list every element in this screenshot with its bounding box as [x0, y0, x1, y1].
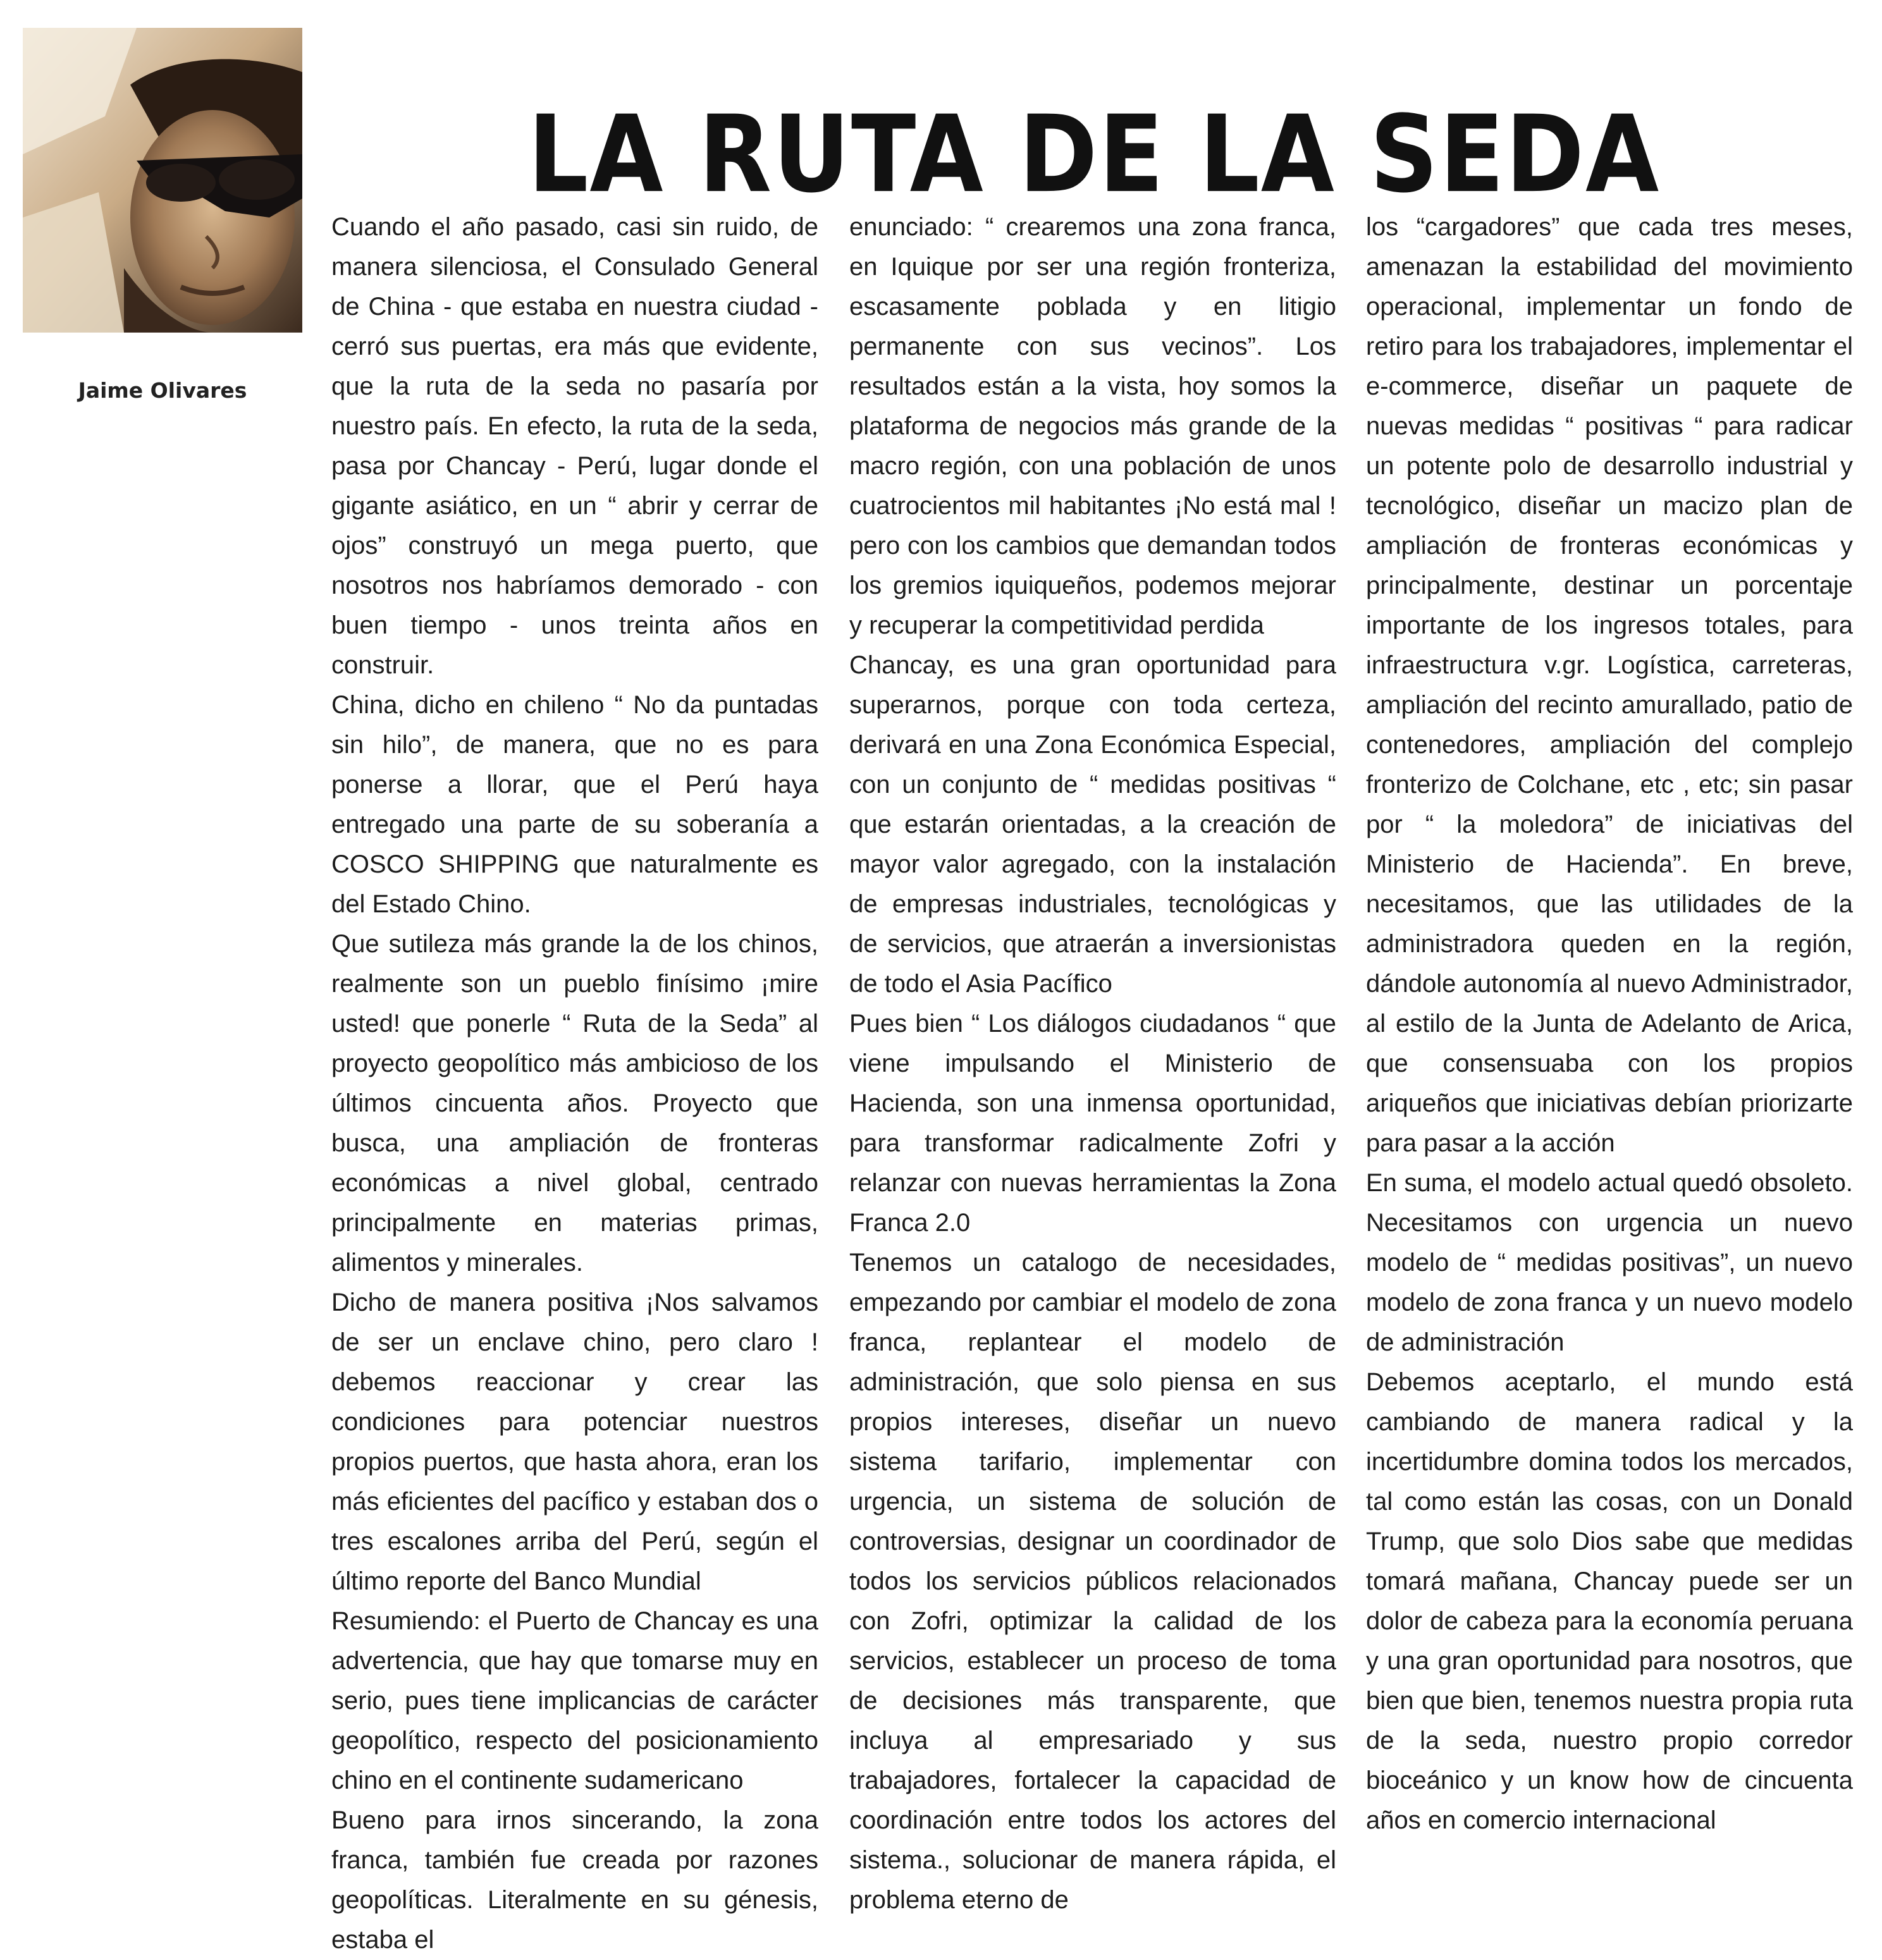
paragraph: Bueno para irnos sincerando, la zona franca, también fue creada por razones geopolíticas. Literalmente en su génesis, estaba el [331, 1806, 818, 1954]
author-byline: Jaime Olivares [78, 378, 247, 403]
article-title: LA RUTA DE LA SEDA [527, 93, 1661, 216]
paragraph: enunciado: “ crearemos una zona franca, en Iquique por ser una región fronteriza, escasamente poblada y en litigio permanente con sus vecinos”. Los resultados están a la vista, hoy somos la plataforma de negocios más grande de la macro región, con una población de unos cuatrocientos mil habitantes ¡No está mal ! pero con los cambios que demandan todos los gremios iquiqueños, podemos mejorar y recuperar la competitividad perdida [849, 213, 1336, 639]
paragraph: Chancay, es una gran oportunidad para superarnos, porque con toda certeza, derivará en una Zona Económica Especial, con un conjunto de “ medidas positivas “ que estarán orientadas, a la creación de mayor valor agregado, con la instalación de empresas industriales, tecnológicas y de servicios, que atraerán a inversionistas de todo el Asia Pacífico [849, 651, 1336, 998]
paragraph: Pues bien “ Los diálogos ciudadanos “ que viene impulsando el Ministerio de Hacienda, son una inmensa oportunidad, para transformar radicalmente Zofri y relanzar con nuevas herramientas la Zona Franca 2.0 [849, 1010, 1336, 1237]
paragraph: los “cargadores” que cada tres meses, amenazan la estabilidad del movimiento operacional, implementar un fondo de retiro para los trabajadores, implementar el e-commerce, diseñar un paquete de nuevas medidas “ positivas “ para radicar un potente polo de desarrollo industrial y tecnológico, diseñar un macizo plan de ampliación de fronteras económicas y principalmente, destinar un porcentaje importante de los ingresos totales, para infraestructura v.gr. Logística, carreteras, ampliación del recinto amurallado, patio de contenedores, ampliación del complejo fronterizo de Colchane, etc , etc; sin pasar por “ la moledora” de iniciativas del Ministerio de Hacienda”. En breve, necesitamos, que las utilidades de la administradora queden en la región, dándole autonomía al nuevo Administrador, al estilo de la Junta de Adelanto de Arica, que consensuaba con los propios ariqueños que iniciativas debían priorizarte para pasar a la acción [1366, 213, 1853, 1157]
paragraph: Debemos aceptarlo, el mundo está cambiando de manera radical y la incertidumbre domina todos los mercados, tal como están las cosas, con un Donald Trump, que solo Dios sabe que medidas tomará mañana, Chancay puede ser un dolor de cabeza para la economía peruana y una gran oportunidad para nosotros, que bien que bien, tenemos nuestra propia ruta de la seda, nuestro propio corredor bioceánico y un know how de cincuenta años en comercio internacional [1366, 1368, 1853, 1834]
article-column-1 [331, 207, 818, 1960]
article-body [0, 207, 1882, 1954]
paragraph: Que sutileza más grande la de los chinos, realmente son un pueblo finísimo ¡mire usted! que ponerle “ Ruta de la Seda” al proyecto geopolítico más ambicioso de los últimos cincuenta años. Proyecto que busca, una ampliación de fronteras económicas a nivel global, centrado principalmente en materias primas, alimentos y minerales. [331, 930, 818, 1277]
article-column-3 [1366, 207, 1853, 1841]
paragraph: Resumiendo: el Puerto de Chancay es una advertencia, que hay que tomarse muy en serio, pues tiene implicancias de carácter geopolítico, respecto del posicionamiento chino en el continente sudamericano [331, 1607, 818, 1794]
paragraph: Cuando el año pasado, casi sin ruido, de manera silenciosa, el Consulado General de China - que estaba en nuestra ciudad - cerró sus puertas, era más que evidente, que la ruta de la seda no pasaría por nuestro país. En efecto, la ruta de la seda, pasa por Chancay - Perú, lugar donde el gigante asiático, en un “ abrir y cerrar de ojos” construyó un mega puerto, que nosotros nos habríamos demorado - con buen tiempo - unos treinta años en construir. [331, 213, 818, 679]
paragraph: Tenemos un catalogo de necesidades, empezando por cambiar el modelo de zona franca, replantear el modelo de administración, que solo piensa en sus propios intereses, diseñar un nuevo sistema tarifario, implementar con urgencia, un sistema de solución de controversias, designar un coordinador de todos los servicios públicos relacionados con Zofri, optimizar la calidad de los servicios, establecer un proceso de toma de decisiones más transparente, que incluya al empresariado y sus trabajadores, fortalecer la capacidad de coordinación entre todos los actores del sistema., solucionar de manera rápida, el problema eterno de [849, 1249, 1336, 1914]
paragraph: Dicho de manera positiva ¡Nos salvamos de ser un enclave chino, pero claro ! debemos reaccionar y crear las condiciones para potenciar nuestros propios puertos, que hasta ahora, eran los más eficientes del pacífico y estaban dos o tres escalones arriba del Perú, según el último reporte del Banco Mundial [331, 1289, 818, 1595]
paragraph: En suma, el modelo actual quedó obsoleto. Necesitamos con urgencia un nuevo modelo de “ medidas positivas”, un nuevo modelo de zona franca y un nuevo modelo de administración [1366, 1169, 1853, 1356]
paragraph: China, dicho en chileno “ No da puntadas sin hilo”, de manera, que no es para ponerse a llorar, que el Perú haya entregado una parte de su soberanía a COSCO SHIPPING que naturalmente es del Estado Chino. [331, 691, 818, 918]
article-column-2 [849, 207, 1336, 1920]
